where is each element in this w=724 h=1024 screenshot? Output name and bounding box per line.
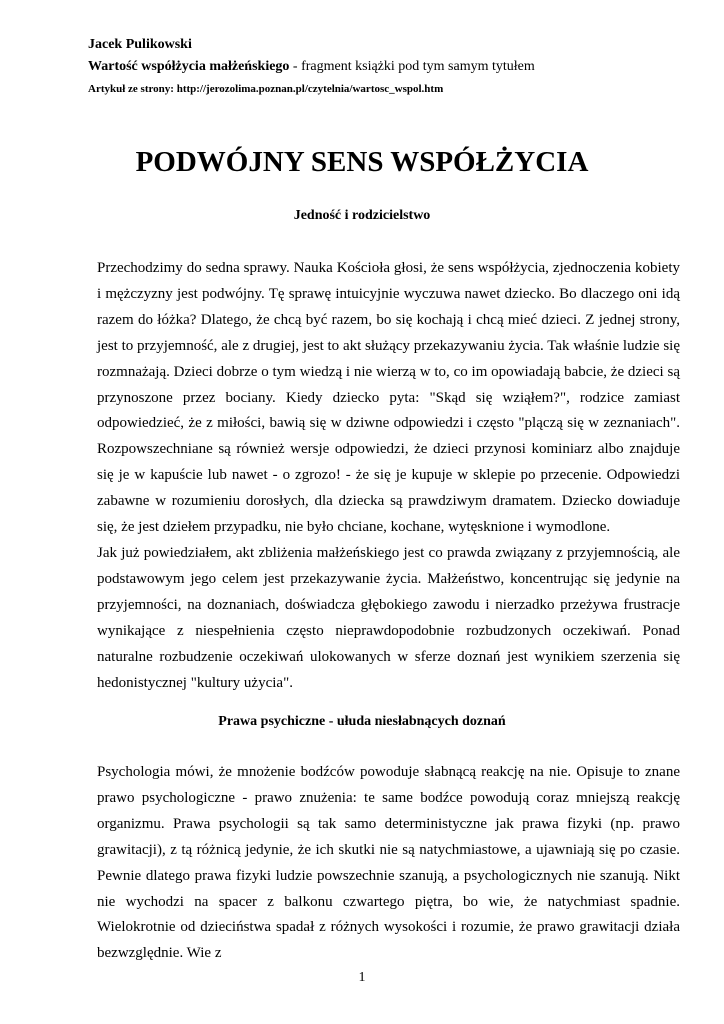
book-line — [88, 56, 688, 78]
source-line: Artykuł ze strony: http://jerozolima.poznan.pl/czytelnia/wartosc_wspol.htm — [88, 83, 444, 95]
page-number: 1 — [358, 970, 366, 985]
author-name: Jacek Pulikowski — [88, 37, 192, 52]
page-title: PODWÓJNY SENS WSPÓŁŻYCIA — [135, 146, 589, 178]
book-note: - fragment książki pod tym samym tytułem — [289, 59, 535, 74]
paragraph: Jak już powiedziałem, akt zbliżenia małżeńskiego jest co prawda związany z przyjemnością, ale podstawowym jego celem jest przekazywanie życia. Małżeństwo, koncentrując się jedynie na przyjemności, na doznaniach, doświadcza głębokiego zawodu i nierzadko przeżywa frustracje wynikające z niespełnienia często nieprawdopodobnie rozbudzonych oczekiwań. Ponad naturalne rozbudzenie oczekiwań ulokowanych w sferze doznań jest wynikiem szerzenia się hedonistycznej "kultury użycia". — [97, 544, 680, 691]
section-heading-psychic-laws: Prawa psychiczne - ułuda niesłabnących doznań — [218, 714, 506, 729]
section-body-unity — [97, 256, 680, 696]
section-body-psychic-laws — [97, 760, 680, 967]
paragraph: Psychologia mówi, że mnożenie bodźców powoduje słabnącą reakcję na nie. Opisuje to znane prawo psychologiczne - prawo znużenia: te same bodźce powodują coraz mniejszą reakcję organizmu. Prawa psychologii są tak samo deterministyczne jak prawa fizyki (np. prawo grawitacji), z tą różnicą jedynie, że ich skutki nie są natychmiastowe, a ujawniają się po czasie. Pewnie dlatego prawa fizyki ludzie powszechnie szanują, a psychologicznych nie szanują. Nikt nie wychodzi na spacer z balkonu czwartego piętra, bo wie, że natychmiast spadnie. Wielokrotnie od dzieciństwa spadał z różnych wysokości i rozumie, że prawo grawitacji działa bezwzględnie. Wie z — [97, 764, 680, 962]
section-heading-unity: Jedność i rodzicielstwo — [293, 208, 431, 223]
paragraph: Przechodzimy do sedna sprawy. Nauka Kościoła głosi, że sens współżycia, zjednoczenia kobiety i mężczyzny jest podwójny. Tę sprawę intuicyjnie wyczuwa nawet dziecko. Bo dlaczego oni idą razem do łóżka? Dlatego, że chcą być razem, bo się kochają i chcą mieć dzieci. Z jednej strony, jest to przyjemność, ale z drugiej, jest to akt służący przekazywaniu życia. Tak właśnie ludzie się rozmnażają. Dzieci dobrze o tym wiedzą i nie wierzą w to, co im opowiadają babcie, że dzieci są przynoszone przez bociany. Kiedy dziecko pyta: "Skąd się wziąłem?", rodzice zamiast odpowiedzieć, że z miłości, bawią się w dziwne odpowiedzi i często "plączą się w zeznaniach". Rozpowszechniane są również wersje odpowiedzi, że dzieci przynosi kominiarz albo znajduje się je w kapuście lub nawet - o zgrozo! - że się je kupuje w sklepie po przecenie. Odpowiedzi zabawne w rozumieniu dorosłych, dla dziecka są prawdziwym dramatem. Dziecko dowiaduje się, że jest dziełem przypadku, nie było chciane, kochane, wytęsknione i wymodlone. — [97, 260, 680, 536]
book-title: Wartość współżycia małżeńskiego — [88, 59, 290, 74]
document-header — [88, 34, 688, 100]
